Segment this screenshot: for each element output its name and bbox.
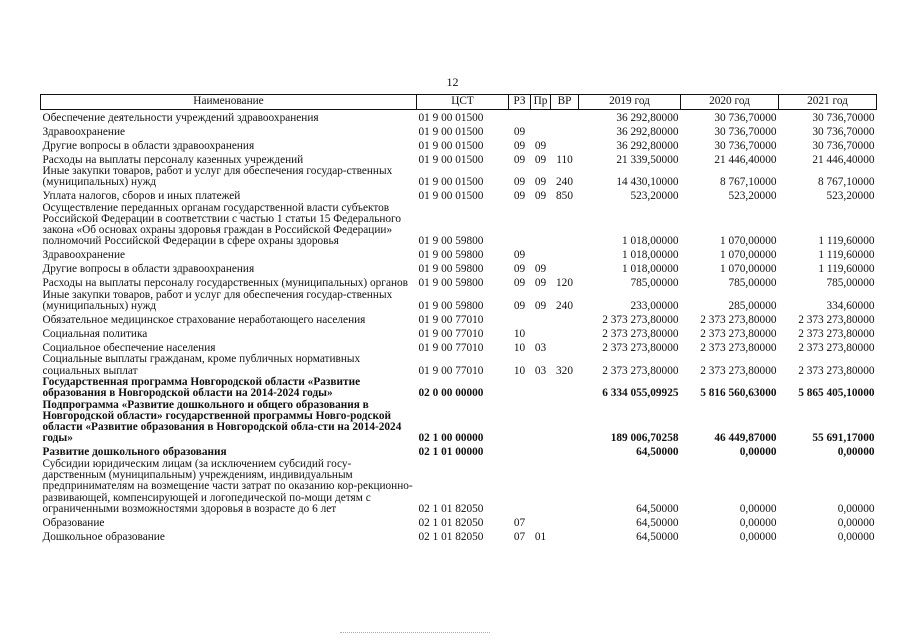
cell-cst: 01 9 00 77010 xyxy=(418,364,484,377)
cell-cst: 02 1 01 82050 xyxy=(418,516,484,529)
cell-rz xyxy=(509,459,531,515)
cell-y2020: 8 767,10000 xyxy=(720,176,777,189)
cell-cst: 02 0 00 00000 xyxy=(418,387,484,400)
cell-name: Социальные выплаты гражданам, кроме публичных нормативных социальных выплат xyxy=(42,353,361,377)
cell-vr xyxy=(551,262,579,276)
table-row xyxy=(41,124,877,138)
cell-name: Развитие дошкольного образования xyxy=(42,446,227,459)
cell-rz: 10 xyxy=(513,364,526,377)
cell-pr: 09 xyxy=(534,190,547,203)
cell-y2021: 1 119,60000 xyxy=(818,235,875,248)
table-row xyxy=(41,400,877,445)
cell-y2020: 2 373 273,80000 xyxy=(700,328,777,341)
cell-vr xyxy=(551,124,579,138)
cell-name: Расходы на выплаты персоналу государственных (муниципальных) органов xyxy=(42,277,408,290)
cell-vr: 110 xyxy=(556,153,573,166)
cell-y2019: 1 018,00000 xyxy=(622,235,679,248)
header-2021: 2021 год xyxy=(779,95,877,110)
cell-y2021: 0,00000 xyxy=(837,502,875,515)
cell-y2019: 189 006,70258 xyxy=(610,432,679,445)
cell-rz xyxy=(509,203,531,248)
cell-y2021: 2 373 273,80000 xyxy=(798,364,875,377)
cell-cst: 01 9 00 77010 xyxy=(418,314,484,327)
cell-vr xyxy=(551,138,579,152)
table-row xyxy=(41,290,877,313)
header-2020: 2020 год xyxy=(681,95,779,110)
cell-rz: 09 xyxy=(513,153,526,166)
cell-y2021: 21 446,40000 xyxy=(812,153,875,166)
cell-cst: 01 9 00 01500 xyxy=(418,176,484,189)
cell-y2019: 785,00000 xyxy=(630,277,679,290)
cell-vr xyxy=(551,445,579,459)
cell-rz xyxy=(509,445,531,459)
cell-cst: 01 9 00 59800 xyxy=(418,300,484,313)
cell-cst: 01 9 00 59800 xyxy=(418,277,484,290)
header-name: Наименование xyxy=(41,95,417,110)
cell-y2019: 6 334 055,09925 xyxy=(602,387,679,400)
cell-pr xyxy=(531,515,551,529)
cell-pr: 09 xyxy=(534,277,547,290)
cell-name: Обеспечение деятельности учреждений здравоохранения xyxy=(42,111,319,124)
cell-name: Субсидии юридическим лицам (за исключением субсидий госу-дарственным (муниципальным) учреждениям, индивидуальным предпринимателям на возмещение части затрат по оказанию кор-рекционно-развивающей, компенсирующей и логопедической по-мощи детям с ограниченными возможностями здоровья в возрасте до 6 лет xyxy=(42,457,413,515)
cell-y2020: 0,00000 xyxy=(739,516,777,529)
cell-y2019: 64,50000 xyxy=(636,530,679,543)
cell-y2019: 1 018,00000 xyxy=(622,263,679,276)
cell-rz: 10 xyxy=(513,328,526,341)
cell-cst: 01 9 00 59800 xyxy=(418,263,484,276)
cell-cst: 01 9 00 01500 xyxy=(418,125,484,138)
cell-cst: 01 9 00 01500 xyxy=(418,139,484,152)
cell-y2021: 30 736,70000 xyxy=(812,125,875,138)
cell-name: Иные закупки товаров, работ и услуг для обеспечения государ-ственных (муниципальных) нужд xyxy=(42,165,393,189)
cell-pr: 09 xyxy=(534,153,547,166)
cell-y2019: 64,50000 xyxy=(636,446,679,459)
cell-y2021: 1 119,60000 xyxy=(818,263,875,276)
cell-cst: 01 9 00 01500 xyxy=(418,190,484,203)
table-body xyxy=(41,110,877,544)
cell-pr xyxy=(531,459,551,515)
cell-vr xyxy=(551,326,579,340)
cell-cst: 01 9 00 77010 xyxy=(418,328,484,341)
cell-pr xyxy=(531,124,551,138)
cell-name: Обязательное медицинское страхование неработающего населения xyxy=(42,314,366,327)
cell-cst: 01 9 00 59800 xyxy=(418,235,484,248)
cell-vr xyxy=(551,110,579,125)
cell-pr xyxy=(531,326,551,340)
cell-y2020: 2 373 273,80000 xyxy=(700,364,777,377)
table-row xyxy=(41,515,877,529)
cell-vr: 320 xyxy=(556,364,573,377)
cell-rz: 07 xyxy=(513,516,526,529)
cell-y2019: 2 373 273,80000 xyxy=(602,364,679,377)
budget-table xyxy=(40,94,877,543)
cell-pr: 03 xyxy=(534,342,547,355)
cell-name: Расходы на выплаты персоналу казенных учреждений xyxy=(42,153,304,166)
cell-vr xyxy=(551,248,579,262)
table-row xyxy=(41,377,877,400)
cell-vr xyxy=(551,203,579,248)
cell-cst: 01 9 00 01500 xyxy=(418,153,484,166)
cell-cst: 01 9 00 01500 xyxy=(418,111,484,124)
cell-y2021: 334,60000 xyxy=(826,300,875,313)
cell-y2019: 64,50000 xyxy=(636,516,679,529)
header-pr: Пр xyxy=(531,95,551,110)
cell-y2019: 2 373 273,80000 xyxy=(602,328,679,341)
cell-cst: 02 1 00 00000 xyxy=(418,432,484,445)
cell-y2021: 5 865 405,10000 xyxy=(798,387,875,400)
table-row xyxy=(41,189,877,203)
cell-cst: 01 9 00 59800 xyxy=(418,249,484,262)
cell-y2020: 2 373 273,80000 xyxy=(700,342,777,355)
cell-rz: 09 xyxy=(513,139,526,152)
cell-name: Образование xyxy=(42,516,105,529)
cell-cst: 01 9 00 77010 xyxy=(418,342,484,355)
cell-y2019: 2 373 273,80000 xyxy=(602,342,679,355)
cell-rz: 09 xyxy=(513,176,526,189)
cell-y2020: 0,00000 xyxy=(739,446,777,459)
header-rz: РЗ xyxy=(509,95,531,110)
cell-name: Государственная программа Новгородской области «Развитие образования в Новгородской области на 2014-2024 годы» xyxy=(42,375,361,400)
cell-y2020: 2 373 273,80000 xyxy=(700,314,777,327)
cell-vr xyxy=(551,340,579,354)
table-row xyxy=(41,166,877,189)
cell-rz xyxy=(509,400,531,445)
table-row xyxy=(41,276,877,290)
cell-y2021: 523,20000 xyxy=(826,190,875,203)
cell-vr xyxy=(551,515,579,529)
cell-vr: 120 xyxy=(556,277,573,290)
cell-y2021: 55 691,17000 xyxy=(812,432,875,445)
cell-y2021: 785,00000 xyxy=(826,277,875,290)
cell-name: Подпрограмма «Развитие дошкольного и общего образования в Новгородской области» государственной программы Новго-родской области «Развитие образования в Новгородской обла-сти на 2014-2024 годы» xyxy=(42,398,402,445)
cell-y2020: 785,00000 xyxy=(728,277,777,290)
table-row xyxy=(41,312,877,326)
cell-y2020: 30 736,70000 xyxy=(714,111,777,124)
cell-vr xyxy=(551,529,579,543)
cell-pr xyxy=(531,445,551,459)
cell-name: Здравоохранение xyxy=(42,249,126,262)
cell-y2019: 36 292,80000 xyxy=(616,111,679,124)
table-row xyxy=(41,445,877,459)
cell-y2020: 1 070,00000 xyxy=(720,249,777,262)
cell-y2020: 46 449,87000 xyxy=(714,432,777,445)
table-row xyxy=(41,326,877,340)
table-row xyxy=(41,529,877,543)
cell-rz xyxy=(509,110,531,125)
cell-y2019: 14 430,10000 xyxy=(616,176,679,189)
cell-rz: 09 xyxy=(513,190,526,203)
cell-y2021: 0,00000 xyxy=(837,530,875,543)
cell-cst: 02 1 01 82050 xyxy=(418,530,484,543)
cell-rz: 09 xyxy=(513,300,526,313)
cell-y2019: 64,50000 xyxy=(636,502,679,515)
cell-y2019: 21 339,50000 xyxy=(616,153,679,166)
cell-y2021: 0,00000 xyxy=(837,516,875,529)
cell-y2020: 1 070,00000 xyxy=(720,235,777,248)
cell-pr: 09 xyxy=(534,263,547,276)
cell-name: Другие вопросы в области здравоохранения xyxy=(42,263,255,276)
cell-cst: 02 1 01 00000 xyxy=(418,446,484,459)
cell-name: Другие вопросы в области здравоохранения xyxy=(42,139,255,152)
header-2019: 2019 год xyxy=(579,95,681,110)
cell-y2021: 2 373 273,80000 xyxy=(798,328,875,341)
table-row xyxy=(41,340,877,354)
cell-pr: 03 xyxy=(534,364,547,377)
cell-y2019: 36 292,80000 xyxy=(616,125,679,138)
cell-y2020: 0,00000 xyxy=(739,530,777,543)
cell-rz: 07 xyxy=(513,530,526,543)
header-row xyxy=(41,95,877,110)
cell-y2019: 1 018,00000 xyxy=(622,249,679,262)
cell-rz: 09 xyxy=(513,249,526,262)
cell-y2020: 1 070,00000 xyxy=(720,263,777,276)
cell-y2021: 30 736,70000 xyxy=(812,111,875,124)
cell-rz xyxy=(509,312,531,326)
cell-y2021: 30 736,70000 xyxy=(812,139,875,152)
cell-name: Уплата налогов, сборов и иных платежей xyxy=(42,190,241,203)
cell-y2019: 2 373 273,80000 xyxy=(602,314,679,327)
table-row xyxy=(41,459,877,515)
cell-name: Социальное обеспечение населения xyxy=(42,342,216,355)
cell-y2020: 285,00000 xyxy=(728,300,777,313)
cell-y2020: 30 736,70000 xyxy=(714,125,777,138)
cell-y2020: 5 816 560,63000 xyxy=(700,387,777,400)
cell-pr: 09 xyxy=(534,139,547,152)
cell-y2019: 233,00000 xyxy=(630,300,679,313)
cell-pr xyxy=(531,400,551,445)
cell-y2019: 36 292,80000 xyxy=(616,139,679,152)
cell-pr xyxy=(531,248,551,262)
cell-y2021: 2 373 273,80000 xyxy=(798,342,875,355)
cell-name: Иные закупки товаров, работ и услуг для обеспечения государ-ственных (муниципальных) нужд xyxy=(42,288,393,313)
cell-rz: 09 xyxy=(513,277,526,290)
cell-pr: 09 xyxy=(534,176,547,189)
cell-pr: 01 xyxy=(534,530,547,543)
cell-rz xyxy=(509,377,531,400)
table-row xyxy=(41,262,877,276)
table-row xyxy=(41,248,877,262)
cell-vr xyxy=(551,312,579,326)
cell-name: Осуществление переданных органам государственной власти субъектов Российской Федерации в соответствии с частью 1 статьи 15 Федерального закона «Об основах охраны здоровья граждан в Российской Федерации» полномочий Российской Федерации в сфере охраны здоровья xyxy=(42,201,402,248)
footer-mark xyxy=(340,632,490,635)
cell-vr: 240 xyxy=(556,176,573,189)
cell-name: Дошкольное образование xyxy=(42,530,165,543)
table-row xyxy=(41,354,877,377)
cell-pr: 09 xyxy=(534,300,547,313)
cell-vr xyxy=(551,400,579,445)
table-row xyxy=(41,138,877,152)
cell-y2019: 523,20000 xyxy=(630,190,679,203)
cell-y2021: 2 373 273,80000 xyxy=(798,314,875,327)
cell-name: Здравоохранение xyxy=(42,125,126,138)
header-vr: ВР xyxy=(551,95,579,110)
cell-y2021: 8 767,10000 xyxy=(818,176,875,189)
cell-y2020: 30 736,70000 xyxy=(714,139,777,152)
cell-pr xyxy=(531,312,551,326)
cell-vr xyxy=(551,459,579,515)
page-number: 12 xyxy=(446,75,459,89)
cell-pr xyxy=(531,110,551,125)
cell-y2020: 21 446,40000 xyxy=(714,153,777,166)
table-row xyxy=(41,110,877,125)
table-row xyxy=(41,203,877,248)
cell-rz: 09 xyxy=(513,263,526,276)
cell-cst: 02 1 01 82050 xyxy=(418,502,484,515)
cell-vr: 240 xyxy=(556,300,573,313)
cell-y2020: 0,00000 xyxy=(739,502,777,515)
cell-rz: 10 xyxy=(513,342,526,355)
cell-y2021: 0,00000 xyxy=(837,446,875,459)
header-cst: ЦСТ xyxy=(417,95,509,110)
table-row xyxy=(41,152,877,166)
cell-rz: 09 xyxy=(513,125,526,138)
cell-y2021: 1 119,60000 xyxy=(818,249,875,262)
cell-vr xyxy=(551,377,579,400)
cell-pr xyxy=(531,377,551,400)
cell-y2020: 523,20000 xyxy=(728,190,777,203)
cell-pr xyxy=(531,203,551,248)
cell-vr: 850 xyxy=(556,190,573,203)
cell-name: Социальная политика xyxy=(42,328,148,341)
